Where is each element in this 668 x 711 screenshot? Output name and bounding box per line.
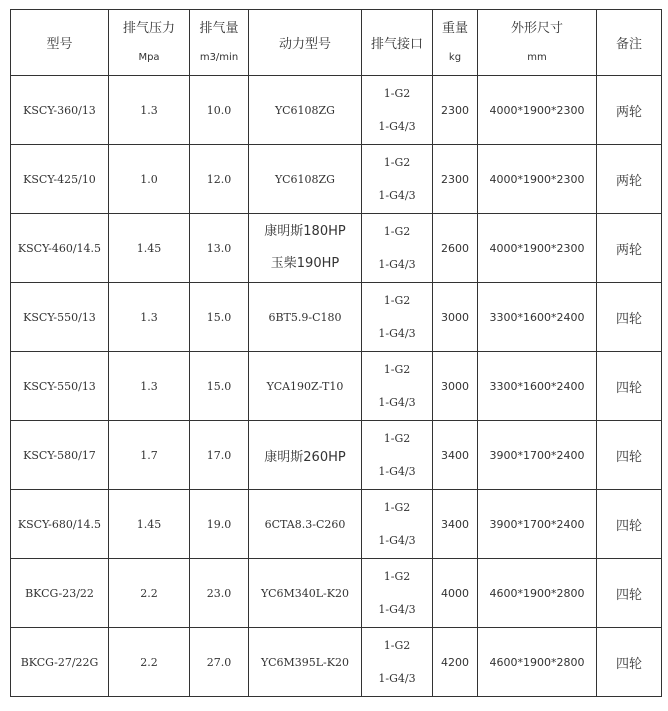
- cell-model: KSCY-580/17: [11, 421, 109, 490]
- cell-flow: 13.0: [190, 214, 249, 283]
- cell-power: YC6M395L-K20: [249, 628, 362, 697]
- header-weight: 重量 kg: [433, 10, 478, 76]
- cell-pressure: 2.2: [109, 559, 190, 628]
- cell-note: 四轮: [597, 352, 662, 421]
- cell-model: BKCG-23/22: [11, 559, 109, 628]
- cell-size: 3900*1700*2400: [478, 421, 597, 490]
- cell-pressure: 1.7: [109, 421, 190, 490]
- table-row: [11, 214, 662, 283]
- table-row: [11, 352, 662, 421]
- header-note: 备注: [597, 10, 662, 76]
- cell-pressure: 1.45: [109, 490, 190, 559]
- cell-pressure: 1.45: [109, 214, 190, 283]
- cell-model: KSCY-680/14.5: [11, 490, 109, 559]
- cell-note: 四轮: [597, 421, 662, 490]
- cell-port: 1-G2 1-G4/3: [362, 490, 433, 559]
- cell-flow: 15.0: [190, 283, 249, 352]
- cell-power: YC6108ZG: [249, 76, 362, 145]
- table-row: [11, 145, 662, 214]
- cell-size: 4000*1900*2300: [478, 145, 597, 214]
- cell-size: 3300*1600*2400: [478, 352, 597, 421]
- cell-power: 6BT5.9-C180: [249, 283, 362, 352]
- table-row: [11, 559, 662, 628]
- cell-flow: 12.0: [190, 145, 249, 214]
- cell-size: 4600*1900*2800: [478, 628, 597, 697]
- cell-port: 1-G2 1-G4/3: [362, 145, 433, 214]
- table-row: [11, 76, 662, 145]
- cell-model: KSCY-550/13: [11, 352, 109, 421]
- cell-port: 1-G2 1-G4/3: [362, 214, 433, 283]
- cell-weight: 3400: [433, 421, 478, 490]
- cell-port: 1-G2 1-G4/3: [362, 559, 433, 628]
- cell-pressure: 1.3: [109, 352, 190, 421]
- cell-weight: 2300: [433, 76, 478, 145]
- cell-model: BKCG-27/22G: [11, 628, 109, 697]
- cell-weight: 4200: [433, 628, 478, 697]
- cell-size: 4000*1900*2300: [478, 76, 597, 145]
- cell-power: 康明斯260HP: [249, 421, 362, 490]
- table-row: [11, 283, 662, 352]
- cell-flow: 15.0: [190, 352, 249, 421]
- header-flow: 排气量 m3/min: [190, 10, 249, 76]
- header-power: 动力型号: [249, 10, 362, 76]
- header-model: 型号: [11, 10, 109, 76]
- cell-note: 四轮: [597, 490, 662, 559]
- cell-model: KSCY-425/10: [11, 145, 109, 214]
- cell-pressure: 2.2: [109, 628, 190, 697]
- header-size: 外形尺寸 mm: [478, 10, 597, 76]
- cell-power: 6CTA8.3-C260: [249, 490, 362, 559]
- cell-power: YCA190Z-T10: [249, 352, 362, 421]
- table-row: [11, 421, 662, 490]
- cell-port: 1-G2 1-G4/3: [362, 283, 433, 352]
- cell-weight: 3400: [433, 490, 478, 559]
- cell-flow: 17.0: [190, 421, 249, 490]
- cell-model: KSCY-360/13: [11, 76, 109, 145]
- cell-power: YC6M340L-K20: [249, 559, 362, 628]
- cell-port: 1-G2 1-G4/3: [362, 421, 433, 490]
- cell-size: 4000*1900*2300: [478, 214, 597, 283]
- cell-note: 四轮: [597, 628, 662, 697]
- cell-flow: 23.0: [190, 559, 249, 628]
- table-row: [11, 490, 662, 559]
- cell-note: 两轮: [597, 76, 662, 145]
- header-port: 排气接口: [362, 10, 433, 76]
- header-pressure: 排气压力 Mpa: [109, 10, 190, 76]
- cell-model: KSCY-550/13: [11, 283, 109, 352]
- cell-note: 两轮: [597, 145, 662, 214]
- cell-size: 3300*1600*2400: [478, 283, 597, 352]
- cell-model: KSCY-460/14.5: [11, 214, 109, 283]
- cell-power: 康明斯180HP 玉柴190HP: [249, 214, 362, 283]
- cell-weight: 3000: [433, 283, 478, 352]
- cell-pressure: 1.3: [109, 283, 190, 352]
- cell-pressure: 1.0: [109, 145, 190, 214]
- cell-note: 四轮: [597, 283, 662, 352]
- cell-power: YC6108ZG: [249, 145, 362, 214]
- cell-flow: 27.0: [190, 628, 249, 697]
- cell-flow: 10.0: [190, 76, 249, 145]
- cell-port: 1-G2 1-G4/3: [362, 352, 433, 421]
- cell-weight: 2300: [433, 145, 478, 214]
- cell-note: 四轮: [597, 559, 662, 628]
- cell-weight: 2600: [433, 214, 478, 283]
- cell-size: 3900*1700*2400: [478, 490, 597, 559]
- cell-port: 1-G2 1-G4/3: [362, 76, 433, 145]
- header-row: [11, 10, 662, 76]
- spec-table: [10, 9, 662, 697]
- cell-weight: 4000: [433, 559, 478, 628]
- cell-size: 4600*1900*2800: [478, 559, 597, 628]
- cell-note: 两轮: [597, 214, 662, 283]
- table-row: [11, 628, 662, 697]
- cell-port: 1-G2 1-G4/3: [362, 628, 433, 697]
- cell-flow: 19.0: [190, 490, 249, 559]
- cell-weight: 3000: [433, 352, 478, 421]
- cell-pressure: 1.3: [109, 76, 190, 145]
